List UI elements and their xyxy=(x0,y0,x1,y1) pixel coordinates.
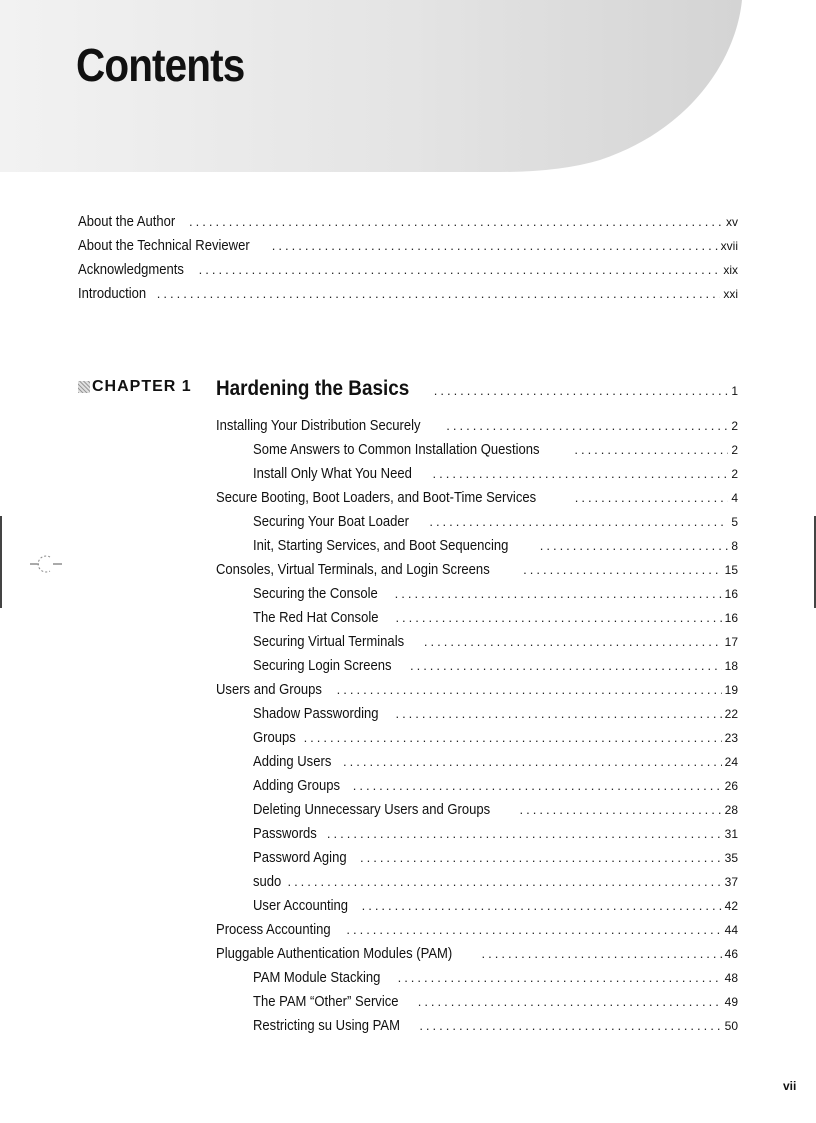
toc-entry-title: Acknowledgments xyxy=(78,262,184,278)
toc-entry-title: Adding Users xyxy=(253,754,332,770)
toc-entry-title: Securing the Console xyxy=(253,586,378,602)
toc-entry-page-number: 8 xyxy=(731,539,738,553)
leader-dots xyxy=(418,992,722,1012)
toc-entry-title: Securing Login Screens xyxy=(253,658,392,674)
leader-dots xyxy=(337,680,722,700)
toc-entry-title: Secure Booting, Boot Loaders, and Boot-Time Services xyxy=(216,490,537,506)
toc-entry-page-number: 44 xyxy=(724,923,738,937)
toc-entry-title: PAM Module Stacking xyxy=(253,970,381,986)
leader-dots xyxy=(482,944,722,964)
toc-entry-page-number: 31 xyxy=(724,827,738,841)
toc-subsection-entry[interactable] xyxy=(253,1016,738,1036)
toc-entry-title: Pluggable Authentication Modules (PAM) xyxy=(216,946,453,962)
toc-entry-page-number: 16 xyxy=(724,587,738,601)
toc-entry-page-number: 49 xyxy=(724,995,738,1009)
front-matter-entry[interactable] xyxy=(78,260,738,280)
toc-subsection-entry[interactable] xyxy=(253,632,738,652)
toc-subsection-entry[interactable] xyxy=(253,584,738,604)
leader-dots xyxy=(424,632,722,652)
toc-subsection-entry[interactable] xyxy=(253,992,738,1012)
leader-dots xyxy=(327,824,722,844)
toc-section-entry[interactable] xyxy=(216,416,738,436)
leader-dots xyxy=(199,260,721,280)
toc-entry-page-number: 2 xyxy=(731,443,738,457)
toc-entry-title: User Accounting xyxy=(253,898,349,914)
front-matter-entry[interactable] xyxy=(78,284,738,304)
toc-entry-title: Installing Your Distribution Securely xyxy=(216,418,421,434)
toc-entry-page-number: 46 xyxy=(724,947,738,961)
toc-entry-title: Install Only What You Need xyxy=(253,466,412,482)
leader-dots xyxy=(353,776,722,796)
toc-entry-title: Init, Starting Services, and Boot Sequencing xyxy=(253,538,509,554)
toc-entry-page-number: 15 xyxy=(724,563,738,577)
leader-dots xyxy=(520,800,722,820)
toc-entry-page-number: 17 xyxy=(724,635,738,649)
leader-dots xyxy=(395,608,721,628)
toc-entry-page-number: xxi xyxy=(723,287,738,301)
toc-entry-page-number: 4 xyxy=(731,491,738,505)
toc-entry-title: sudo xyxy=(253,874,282,890)
front-matter-entry[interactable] xyxy=(78,212,738,232)
toc-entry-title: Introduction xyxy=(78,286,147,302)
leader-dots xyxy=(343,752,722,772)
toc-entry-title: The Red Hat Console xyxy=(253,610,379,626)
toc-entry-title: Securing Your Boat Loader xyxy=(253,514,409,530)
chapter-title: Hardening the Basics xyxy=(216,377,410,400)
toc-entry-page-number: 22 xyxy=(724,707,738,721)
toc-entry-title: Groups xyxy=(253,730,296,746)
leader-dots xyxy=(362,896,722,916)
leader-dots xyxy=(287,872,721,892)
toc-subsection-entry[interactable] xyxy=(253,800,738,820)
toc-subsection-entry[interactable] xyxy=(253,512,738,532)
leader-dots xyxy=(419,1016,721,1036)
toc-entry-title: Consoles, Virtual Terminals, and Login Screens xyxy=(216,562,490,578)
toc-entry-title: Shadow Passwording xyxy=(253,706,379,722)
toc-section-entry[interactable] xyxy=(216,944,738,964)
toc-entry-title: Restricting su Using PAM xyxy=(253,1018,400,1034)
chapter-title-row[interactable] xyxy=(216,376,738,402)
toc-entry-title: Adding Groups xyxy=(253,778,341,794)
toc-subsection-entry[interactable] xyxy=(253,728,738,748)
chapter-marker-icon xyxy=(78,381,90,393)
leader-dots xyxy=(398,968,722,988)
toc-section-entry[interactable] xyxy=(216,488,738,508)
toc-entry-page-number: 50 xyxy=(724,1019,738,1033)
toc-entry-title: Passwords xyxy=(253,826,317,842)
leader-dots xyxy=(395,704,721,724)
leader-dots xyxy=(575,488,729,508)
toc-subsection-entry[interactable] xyxy=(253,896,738,916)
toc-entry-title: Deleting Unnecessary Users and Groups xyxy=(253,802,491,818)
toc-entry-page-number: 26 xyxy=(724,779,738,793)
leader-dots xyxy=(272,236,718,256)
leader-dots xyxy=(189,212,723,232)
toc-entry-page-number: 28 xyxy=(724,803,738,817)
chapter-page-number: 1 xyxy=(731,384,738,398)
toc-entry-page-number: 19 xyxy=(724,683,738,697)
toc-entry-page-number: 42 xyxy=(724,899,738,913)
leader-dots xyxy=(429,512,728,532)
toc-entry-page-number: 5 xyxy=(731,515,738,529)
toc-subsection-entry[interactable] xyxy=(253,464,738,484)
toc-subsection-entry[interactable] xyxy=(253,848,738,868)
toc-entry-title: The PAM “Other” Service xyxy=(253,994,399,1010)
toc-subsection-entry[interactable] xyxy=(253,824,738,844)
toc-entry-page-number: 35 xyxy=(724,851,738,865)
leader-dots xyxy=(157,284,721,304)
toc-entry-title: About the Author xyxy=(78,214,176,230)
toc-entry-page-number: 48 xyxy=(724,971,738,985)
toc-entry-page-number: 2 xyxy=(731,419,738,433)
toc-entry-title: About the Technical Reviewer xyxy=(78,238,250,254)
toc-section-entry[interactable] xyxy=(216,920,738,940)
toc-entry-page-number: xv xyxy=(726,215,738,229)
leader-dots xyxy=(540,536,729,556)
toc-entry-title: Users and Groups xyxy=(216,682,322,698)
toc-subsection-entry[interactable] xyxy=(253,872,738,892)
leader-dots xyxy=(395,584,722,604)
toc-subsection-entry[interactable] xyxy=(253,536,738,556)
toc-entry-page-number: 18 xyxy=(724,659,738,673)
toc-entry-page-number: 24 xyxy=(724,755,738,769)
left-edge-mark xyxy=(0,516,2,608)
toc-subsection-entry[interactable] xyxy=(253,608,738,628)
toc-entry-page-number: xix xyxy=(723,263,738,277)
leader-dots xyxy=(360,848,722,868)
toc-subsection-entry[interactable] xyxy=(253,656,738,676)
page-title: Contents xyxy=(76,39,245,91)
leader-dots xyxy=(410,656,722,676)
toc-entry-page-number: 2 xyxy=(731,467,738,481)
toc-subsection-entry[interactable] xyxy=(253,440,738,460)
toc-entry-page-number: 23 xyxy=(724,731,738,745)
leader-dots xyxy=(433,464,729,484)
leader-dots xyxy=(304,728,722,748)
leader-dots xyxy=(434,378,729,402)
front-matter-entry[interactable] xyxy=(78,236,738,256)
toc-section-entry[interactable] xyxy=(216,680,738,700)
toc-entry-title: Some Answers to Common Installation Questions xyxy=(253,442,540,458)
toc-entry-title: Securing Virtual Terminals xyxy=(253,634,405,650)
toc-entry-title: Password Aging xyxy=(253,850,347,866)
registration-mark-icon xyxy=(30,550,62,582)
toc-section-entry[interactable] xyxy=(216,560,738,580)
toc-subsection-entry[interactable] xyxy=(253,776,738,796)
toc-entry-title: Process Accounting xyxy=(216,922,331,938)
leader-dots xyxy=(446,416,728,436)
toc-subsection-entry[interactable] xyxy=(253,968,738,988)
leader-dots xyxy=(574,440,728,460)
toc-subsection-entry[interactable] xyxy=(253,752,738,772)
page-folio: vii xyxy=(783,1079,797,1093)
toc-entry-page-number: 37 xyxy=(724,875,738,889)
chapter-label-text: CHAPTER 1 xyxy=(92,378,192,395)
leader-dots xyxy=(523,560,722,580)
toc-subsection-entry[interactable] xyxy=(253,704,738,724)
toc-entry-page-number: 16 xyxy=(724,611,738,625)
leader-dots xyxy=(346,920,721,940)
chapter-label xyxy=(78,378,192,396)
toc-entry-page-number: xvii xyxy=(720,239,738,253)
